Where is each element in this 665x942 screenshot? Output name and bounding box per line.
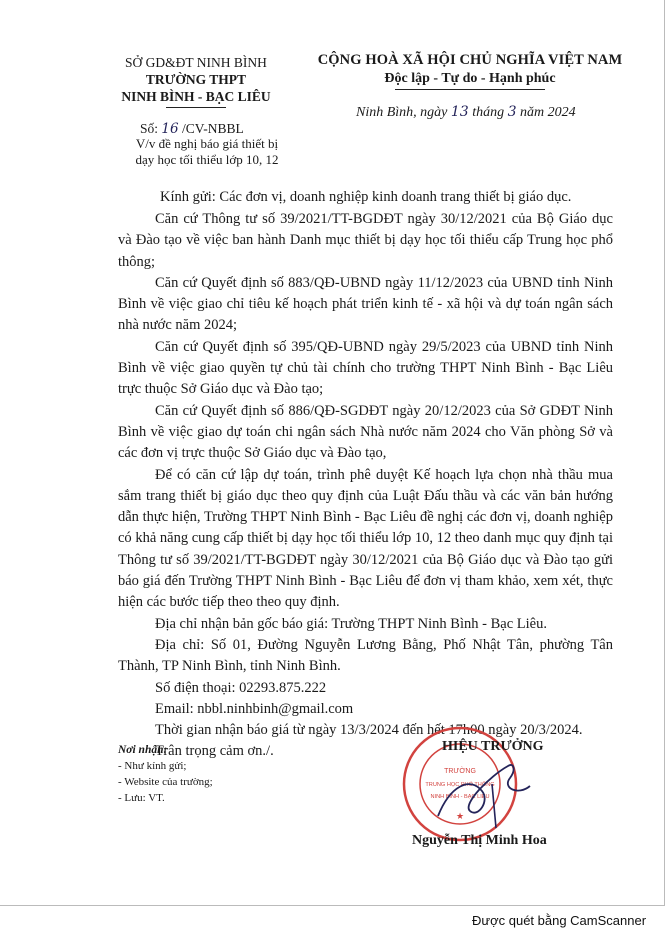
- national-header: [300, 52, 640, 90]
- date-mid: tháng: [468, 105, 508, 120]
- seal-line3: NINH BÌNH - BẠC LIÊU: [430, 794, 490, 800]
- school-name-line2: NINH BÌNH - BẠC LIÊU: [121, 89, 271, 104]
- paragraph: Căn cứ Thông tư số 39/2021/TT-BGDĐT ngày 30/12/2021 của Bộ Giáo dục và Đào tạo về việc ban hành Danh mục thiết bị dạy học tối thiểu cấp Trung học phổ thông;: [118, 211, 613, 270]
- document-number: [140, 121, 244, 137]
- paragraph: Email: nbbl.ninhbinh@gmail.com: [155, 700, 354, 717]
- doc-number-prefix: Số:: [140, 121, 162, 136]
- signer-name: Nguyễn Thị Minh Hoa: [412, 833, 547, 848]
- signer-title: HIỆU TRƯỞNG: [442, 739, 544, 754]
- handwritten-signature: [430, 756, 540, 836]
- camscanner-watermark: Được quét bằng CamScanner: [472, 913, 647, 928]
- paragraph: Để có căn cứ lập dự toán, trình phê duyệt Kế hoạch lựa chọn nhà thầu mua sắm trang thiết bị giáo dục theo quy định của Luật Đấu thầu và các văn bản hướng dẫn thực hiện, Trường THPT Ninh Bình - Bạc Liêu đề nghị các đơn vị, doanh nghiệp có khả năng cung cấp thiết bị dạy học tối thiểu lớp 10, 12 theo danh mục quy định tại Thông tư số 39/2021/TT-BGDĐT ngày 30/12/2021 của Bộ Giáo dục và Đào tạo gửi báo giá đến Trường THPT Ninh Bình - Bạc Liêu để đơn vị tham khảo, xem xét, thực hiện các bước tiếp theo theo quy định.: [118, 466, 613, 611]
- doc-number-suffix: /CV-NBBL: [178, 121, 244, 136]
- paragraph: Thời gian nhận báo giá từ ngày 13/3/2024 đến hết 17h00 ngày 20/3/2024.: [155, 722, 583, 739]
- subject-line1: V/v đề nghị báo giá thiết bị: [135, 136, 279, 151]
- nation-title: CỘNG HOÀ XÃ HỘI CHỦ NGHĨA VIỆT NAM: [317, 52, 623, 68]
- place-date: [356, 104, 576, 121]
- recipient-item: - Lưu: VT.: [118, 792, 165, 804]
- national-motto: Độc lập - Tự do - Hạnh phúc: [384, 71, 556, 86]
- greeting: Kính gửi: Các đơn vị, doanh nghiệp kinh doanh trang thiết bị giáo dục.: [160, 189, 572, 205]
- seal-star: ★: [455, 811, 465, 821]
- recipient-item: - Website của trường;: [118, 776, 213, 788]
- subject-line2: dạy học tối thiểu lớp 10, 12: [135, 152, 279, 167]
- recipients-block: [118, 742, 213, 806]
- paragraph: Địa chỉ nhận bản gốc báo giá: Trường THPT Ninh Bình - Bạc Liêu.: [155, 615, 547, 632]
- paragraph: Địa chỉ: Số 01, Đường Nguyễn Lương Bằng, Phố Nhật Tân, phường Tân Thành, TP Ninh Bình, tỉnh Ninh Bình.: [118, 636, 613, 675]
- issuer-header: [96, 54, 296, 108]
- recipient-item: - Như kính gửi;: [118, 760, 187, 772]
- paragraph: Căn cứ Quyết định số 395/QĐ-UBND ngày 29/5/2023 của UBND tỉnh Ninh Bình về việc giao quyền tự chủ tài chính cho trường THPT Ninh Bình - Bạc Liêu trực thuộc Sở Giáo dục và Đào tạo;: [118, 338, 613, 398]
- recipients-title: Nơi nhận:: [118, 744, 168, 756]
- letter-body: [118, 209, 613, 763]
- paragraph: Căn cứ Quyết định số 883/QĐ-UBND ngày 11/12/2023 của UBND tỉnh Ninh Bình về việc giao chỉ tiêu kế hoạch phát triển kinh tế - xã hội và dự toán ngân sách nhà nước năm 2024;: [118, 274, 613, 334]
- date-suffix: năm 2024: [516, 105, 576, 120]
- paragraph: Số điện thoại: 02293.875.222: [155, 679, 327, 696]
- motto-underline: [395, 89, 545, 90]
- paragraph: Căn cứ Quyết định số 886/QĐ-SGDĐT ngày 20/12/2023 của Sở GDĐT Ninh Bình về việc giao dự toán chi ngân sách Nhà nước năm 2024 cho Văn phòng Sở và các đơn vị trực thuộc Sở Giáo dục và Đào tạo,: [118, 402, 613, 462]
- department-name: SỞ GD&ĐT NINH BÌNH: [125, 55, 267, 70]
- seal-line2: TRUNG HỌC PHỔ THÔNG: [425, 782, 495, 788]
- header-underline: [166, 107, 226, 108]
- seal-line1: TRƯỜNG: [444, 768, 476, 775]
- doc-number-value: 16: [161, 121, 179, 137]
- date-day: 13: [450, 104, 469, 120]
- paragraph: Trân trọng cảm ơn./.: [155, 743, 274, 760]
- date-prefix: Ninh Bình, ngày: [356, 105, 451, 120]
- school-name-line1: TRƯỜNG THPT: [145, 72, 247, 87]
- subject-line: [112, 136, 302, 168]
- date-month: 3: [507, 104, 517, 120]
